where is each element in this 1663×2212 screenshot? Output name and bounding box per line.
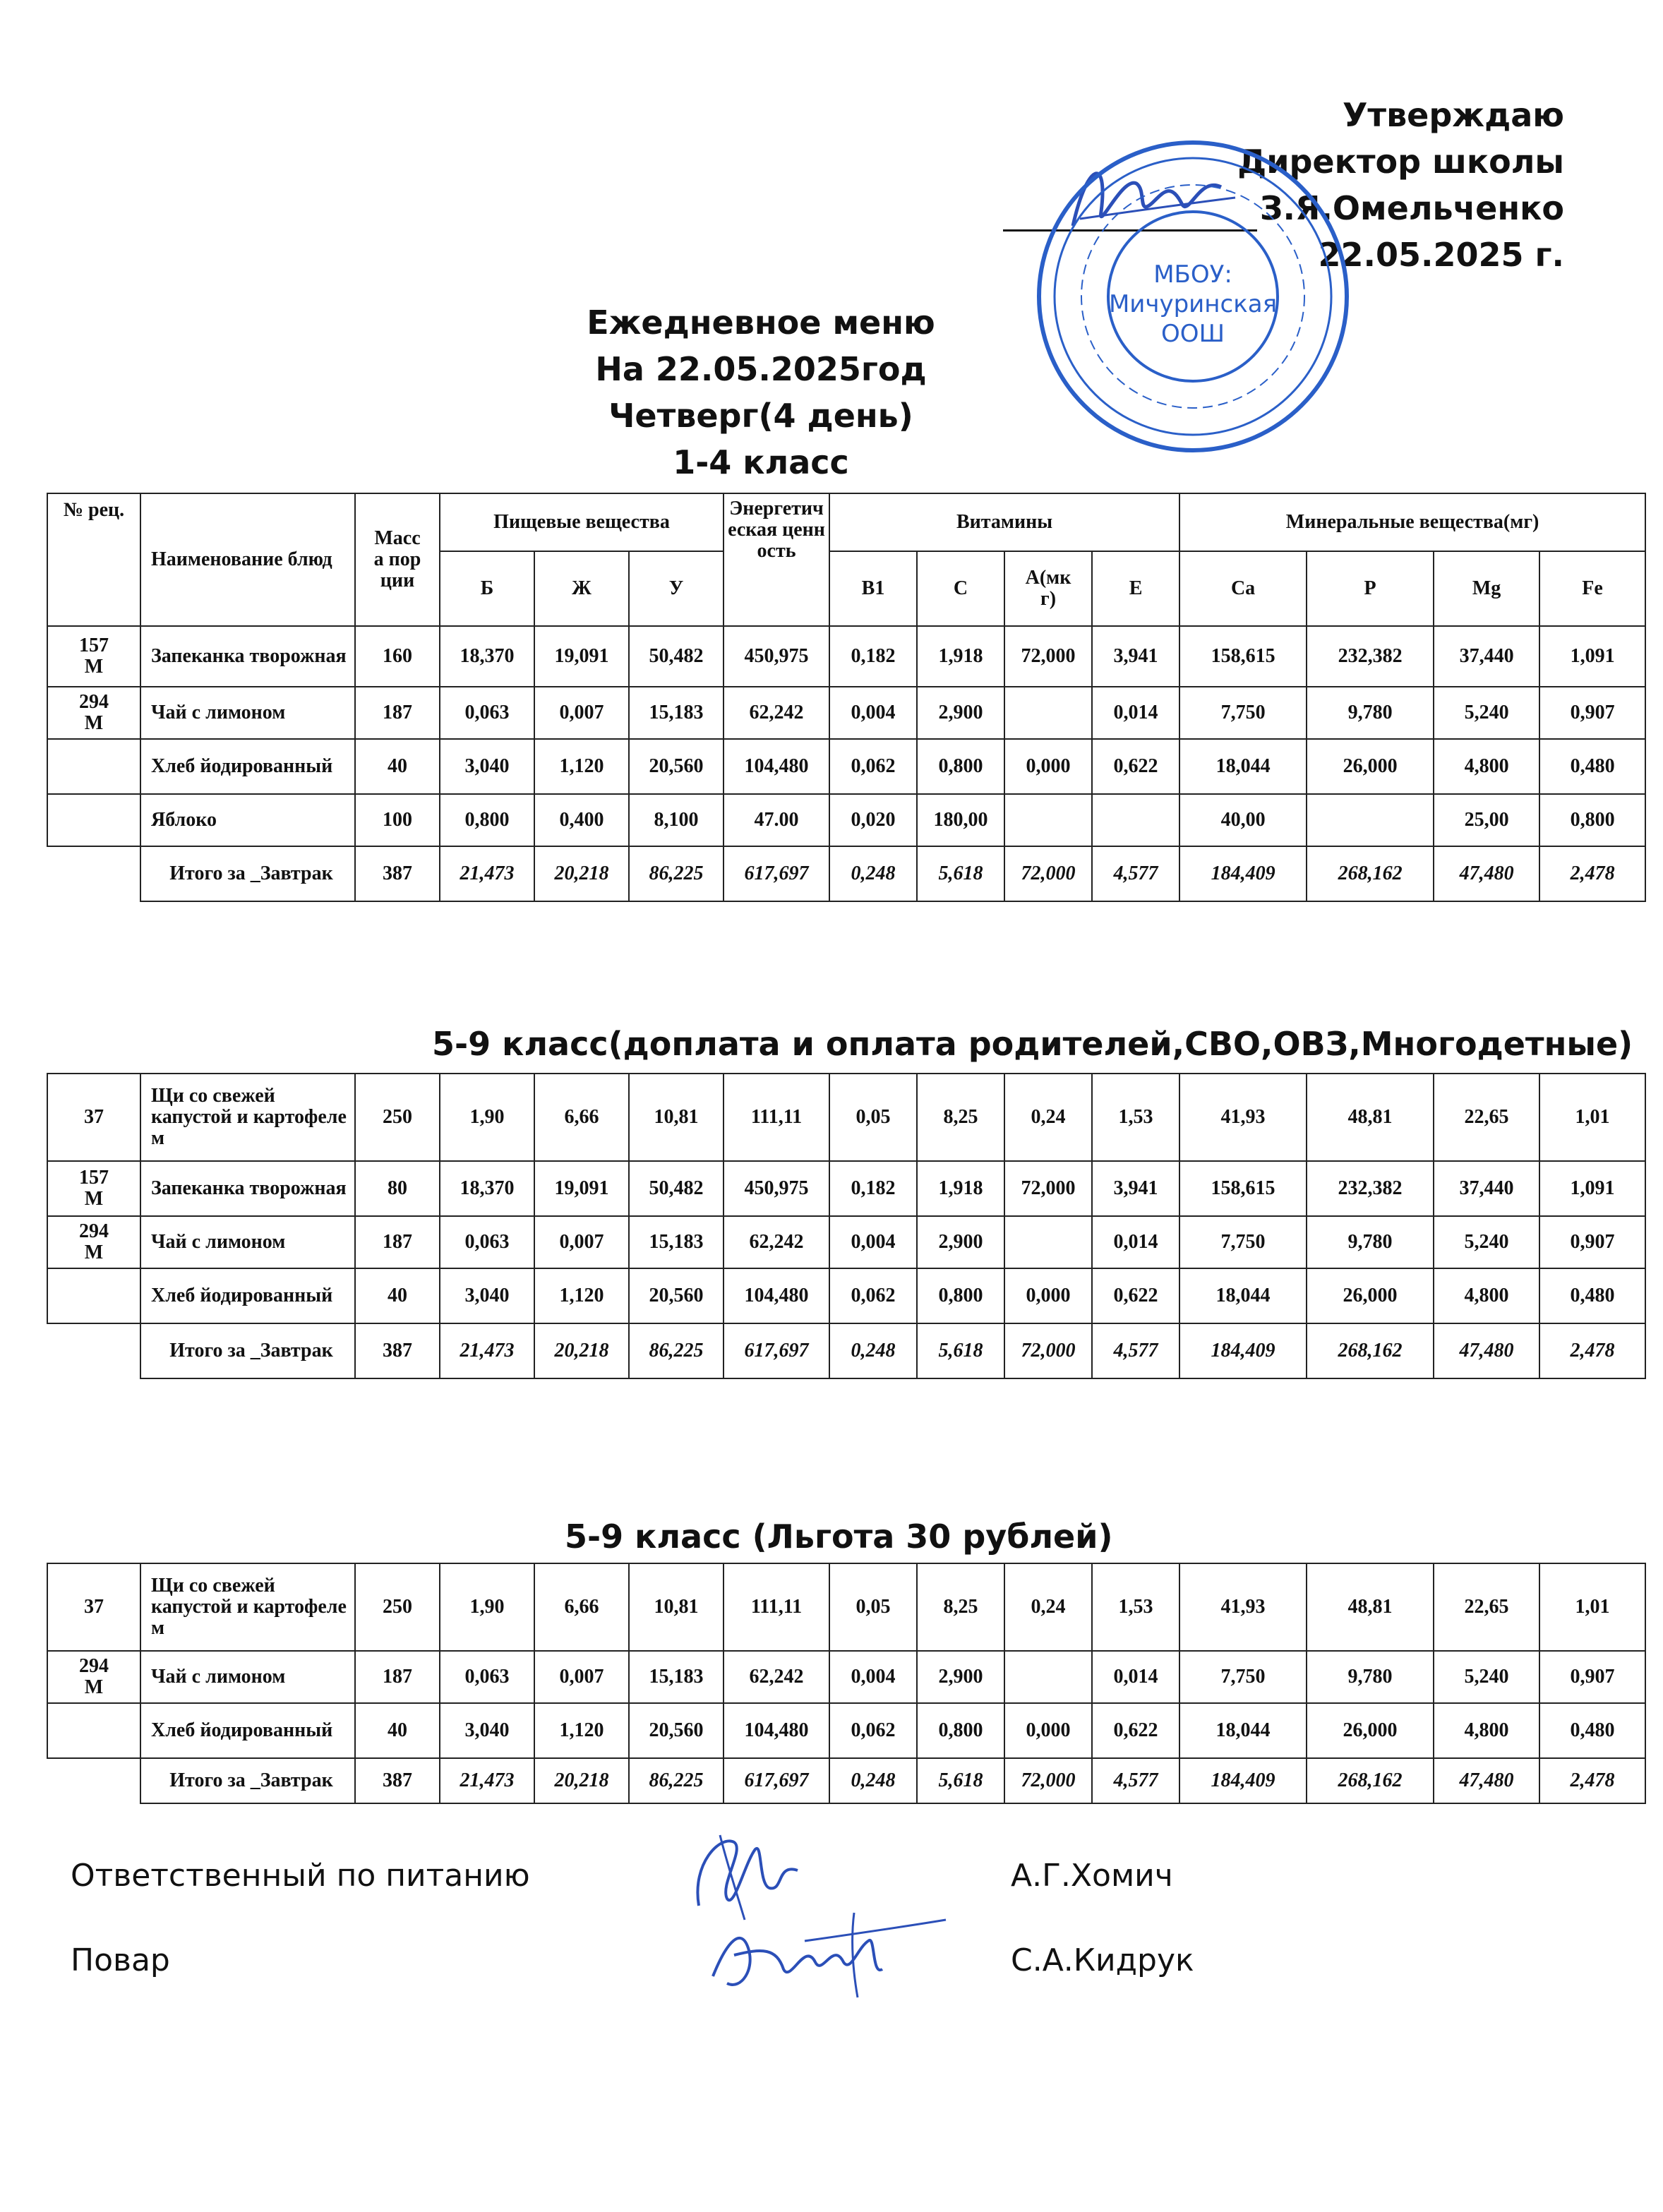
menu-table-5-9-benefit [47,1563,1646,1804]
cell-c: 8,25 [917,1074,1004,1161]
cell-u: 20,560 [629,1268,724,1323]
cell-ca: 158,615 [1179,626,1307,687]
cell-fe: 0,480 [1539,1703,1645,1758]
cell-mass: 250 [355,1563,440,1651]
cell-total-c: 5,618 [917,846,1004,901]
approval-position: Директор школы [1237,143,1564,181]
cell-b: 0,063 [440,1651,534,1703]
cook-signature-icon [699,1899,953,2004]
cell-mass: 187 [355,1216,440,1268]
col-b1: В1 [829,551,917,626]
col-e: Е [1092,551,1179,626]
cell-c: 1,918 [917,626,1004,687]
cell-total-b: 21,473 [440,1323,534,1378]
cell-total-b: 21,473 [440,846,534,901]
cell-fe: 0,907 [1539,1216,1645,1268]
cell-zh: 0,007 [534,1216,629,1268]
menu-class: 1-4 класс [673,443,849,481]
cell-total-fe: 2,478 [1539,1323,1645,1378]
table-total-row [47,1323,1645,1378]
cell-b: 1,90 [440,1563,534,1651]
cell-ca: 7,750 [1179,687,1307,739]
table-total-row [47,1758,1645,1803]
cell-energy: 450,975 [724,1161,829,1216]
table-row [47,1651,1645,1703]
cell-mg: 37,440 [1434,626,1539,687]
cell-a [1004,794,1092,846]
cell-p [1307,794,1434,846]
cell-c: 180,00 [917,794,1004,846]
table-row [47,1563,1645,1651]
cell-total-zh: 20,218 [534,846,629,901]
cell-ca: 7,750 [1179,1651,1307,1703]
cell-blank [47,1758,140,1803]
col-p: P [1307,551,1434,626]
cell-rec: 294 М [47,1651,140,1703]
col-u: У [629,551,724,626]
cell-rec: 37 [47,1563,140,1651]
cell-u: 50,482 [629,626,724,687]
cell-fe: 1,01 [1539,1563,1645,1651]
cell-zh: 1,120 [534,739,629,794]
col-c: С [917,551,1004,626]
cell-c: 2,900 [917,687,1004,739]
cell-zh: 0,007 [534,1651,629,1703]
cell-c: 8,25 [917,1563,1004,1651]
cell-total-label: Итого за _Завтрак [140,1758,355,1803]
cell-ca: 41,93 [1179,1074,1307,1161]
cell-ca: 18,044 [1179,1703,1307,1758]
cell-name: Хлеб йодированный [140,1268,355,1323]
cell-name: Щи со свежей капустой и картофеле м [140,1563,355,1651]
cell-total-mg: 47,480 [1434,846,1539,901]
col-b: Б [440,551,534,626]
menu-title: Ежедневное меню [587,303,935,342]
col-nutrients: Пищевые вещества [440,493,724,551]
cell-mass: 100 [355,794,440,846]
cell-energy: 62,242 [724,1651,829,1703]
cell-fe: 1,01 [1539,1074,1645,1161]
cell-total-energy: 617,697 [724,1758,829,1803]
cell-ca: 41,93 [1179,1563,1307,1651]
cell-name: Чай с лимоном [140,1651,355,1703]
table-total-row [47,846,1645,901]
cell-name: Яблоко [140,794,355,846]
cell-mg: 37,440 [1434,1161,1539,1216]
cell-ca: 18,044 [1179,1268,1307,1323]
cell-u: 20,560 [629,1703,724,1758]
cell-total-energy: 617,697 [724,846,829,901]
cell-rec: 37 [47,1074,140,1161]
cell-energy: 62,242 [724,1216,829,1268]
cell-rec [47,1703,140,1758]
col-a: А(мкг) [1004,551,1092,626]
cell-zh: 6,66 [534,1563,629,1651]
cell-fe: 1,091 [1539,1161,1645,1216]
table-row [47,1703,1645,1758]
cell-ca: 158,615 [1179,1161,1307,1216]
col-ca: Ca [1179,551,1307,626]
cell-p: 48,81 [1307,1074,1434,1161]
cell-name: Запеканка творожная [140,626,355,687]
cell-fe: 0,480 [1539,1268,1645,1323]
cell-rec: 157 М [47,1161,140,1216]
cell-c: 2,900 [917,1216,1004,1268]
col-minerals: Минеральные вещества(мг) [1179,493,1645,551]
cell-name: Хлеб йодированный [140,1703,355,1758]
cell-mass: 40 [355,1703,440,1758]
cell-e: 0,622 [1092,1703,1179,1758]
cell-b1: 0,062 [829,1703,917,1758]
cell-c: 2,900 [917,1651,1004,1703]
cell-e: 0,014 [1092,687,1179,739]
cell-total-ca: 184,409 [1179,1323,1307,1378]
cell-total-mg: 47,480 [1434,1323,1539,1378]
cell-c: 0,800 [917,1268,1004,1323]
cell-a: 0,000 [1004,1703,1092,1758]
cell-name: Хлеб йодированный [140,739,355,794]
table-row [47,1161,1645,1216]
cell-e: 3,941 [1092,1161,1179,1216]
cell-c: 1,918 [917,1161,1004,1216]
cell-energy: 47.00 [724,794,829,846]
cell-total-fe: 2,478 [1539,846,1645,901]
cell-total-ca: 184,409 [1179,1758,1307,1803]
cell-name: Чай с лимоном [140,1216,355,1268]
cell-total-zh: 20,218 [534,1323,629,1378]
stamp-text-1: МБОУ: [1153,260,1232,289]
cell-total-c: 5,618 [917,1323,1004,1378]
col-mass: Масса порции [355,493,440,626]
cell-u: 8,100 [629,794,724,846]
approval-title: Утверждаю [1342,96,1564,134]
cell-total-b1: 0,248 [829,846,917,901]
cell-energy: 111,11 [724,1563,829,1651]
cell-zh: 6,66 [534,1074,629,1161]
cell-p: 9,780 [1307,1651,1434,1703]
col-vitamins: Витамины [829,493,1179,551]
table-row [47,1216,1645,1268]
cell-energy: 111,11 [724,1074,829,1161]
cell-total-e: 4,577 [1092,1323,1179,1378]
cell-mg: 4,800 [1434,739,1539,794]
cell-total-b1: 0,248 [829,1323,917,1378]
col-name: Наименование блюд [140,493,355,626]
cell-blank [47,1323,140,1378]
approval-date: 22.05.2025 г. [1318,236,1564,274]
cell-total-p: 268,162 [1307,1758,1434,1803]
cell-b1: 0,05 [829,1074,917,1161]
cell-total-fe: 2,478 [1539,1758,1645,1803]
cell-mass: 250 [355,1074,440,1161]
cell-total-c: 5,618 [917,1758,1004,1803]
cell-p: 232,382 [1307,626,1434,687]
cell-b1: 0,062 [829,739,917,794]
cell-mg: 4,800 [1434,1268,1539,1323]
cell-total-mass: 387 [355,1323,440,1378]
cell-b1: 0,062 [829,1268,917,1323]
cell-u: 10,81 [629,1074,724,1161]
cell-a: 0,24 [1004,1563,1092,1651]
cell-mass: 160 [355,626,440,687]
cell-b: 0,063 [440,687,534,739]
cell-c: 0,800 [917,1703,1004,1758]
cell-energy: 450,975 [724,626,829,687]
cell-total-e: 4,577 [1092,1758,1179,1803]
cell-b: 18,370 [440,626,534,687]
table-row [47,739,1645,794]
cell-p: 48,81 [1307,1563,1434,1651]
cell-energy: 62,242 [724,687,829,739]
cell-e: 0,014 [1092,1216,1179,1268]
cell-b: 18,370 [440,1161,534,1216]
cell-mg: 22,65 [1434,1563,1539,1651]
cell-b1: 0,004 [829,687,917,739]
cell-energy: 104,480 [724,1703,829,1758]
cell-total-label: Итого за _Завтрак [140,1323,355,1378]
cell-a: 0,000 [1004,1268,1092,1323]
cell-a [1004,1651,1092,1703]
cell-name: Щи со свежей капустой и картофеле м [140,1074,355,1161]
footer-role-2: Повар [71,1942,170,1978]
cell-zh: 1,120 [534,1703,629,1758]
section-title-5-9-paid: 5-9 класс(доплата и оплата родителей,СВО,ОВЗ,Многодетные) [432,1025,1633,1063]
approval-director-name: З.Я.Омельченко [1259,189,1564,227]
cell-u: 15,183 [629,1216,724,1268]
cell-blank [47,846,140,901]
cell-mass: 40 [355,739,440,794]
col-fe: Fe [1539,551,1645,626]
cell-e: 0,014 [1092,1651,1179,1703]
cell-total-a: 72,000 [1004,1323,1092,1378]
cell-b1: 0,05 [829,1563,917,1651]
cell-e: 0,622 [1092,1268,1179,1323]
cell-total-mg: 47,480 [1434,1758,1539,1803]
cell-a: 72,000 [1004,1161,1092,1216]
cell-fe: 1,091 [1539,626,1645,687]
col-energy: Энергетическая ценность [724,493,829,626]
cell-a: 0,000 [1004,739,1092,794]
cell-mass: 80 [355,1161,440,1216]
cell-b: 1,90 [440,1074,534,1161]
cell-b: 0,063 [440,1216,534,1268]
table-row [47,794,1645,846]
cell-b1: 0,004 [829,1216,917,1268]
cell-fe: 0,907 [1539,1651,1645,1703]
cell-total-p: 268,162 [1307,1323,1434,1378]
cell-rec: 294 М [47,1216,140,1268]
table-row [47,687,1645,739]
cell-rec [47,1268,140,1323]
col-rec: № рец. [47,493,140,626]
cell-mass: 187 [355,1651,440,1703]
footer-role-1: Ответственный по питанию [71,1858,530,1894]
table-header-row [47,493,1645,551]
cell-total-energy: 617,697 [724,1323,829,1378]
cell-b1: 0,020 [829,794,917,846]
cell-p: 26,000 [1307,1268,1434,1323]
cell-mg: 5,240 [1434,687,1539,739]
cell-e: 0,622 [1092,739,1179,794]
cell-p: 26,000 [1307,739,1434,794]
cell-total-mass: 387 [355,1758,440,1803]
cell-total-a: 72,000 [1004,1758,1092,1803]
col-zh: Ж [534,551,629,626]
cell-b: 3,040 [440,1268,534,1323]
menu-date: На 22.05.2025год [595,350,927,388]
cell-energy: 104,480 [724,739,829,794]
cell-u: 10,81 [629,1563,724,1651]
cell-mass: 40 [355,1268,440,1323]
cell-total-mass: 387 [355,846,440,901]
menu-table-1-4 [47,493,1646,902]
cell-mg: 5,240 [1434,1216,1539,1268]
cell-zh: 19,091 [534,626,629,687]
cell-mass: 187 [355,687,440,739]
stamp-text-2: Мичуринская [1108,290,1278,318]
cell-energy: 104,480 [724,1268,829,1323]
cell-e [1092,794,1179,846]
cell-ca: 7,750 [1179,1216,1307,1268]
cell-p: 26,000 [1307,1703,1434,1758]
footer-person-2: С.А.Кидрук [1011,1942,1194,1978]
cell-zh: 1,120 [534,1268,629,1323]
cell-total-ca: 184,409 [1179,846,1307,901]
section-title-5-9-benefit: 5-9 класс (Льгота 30 рублей) [565,1517,1113,1556]
cell-fe: 0,907 [1539,687,1645,739]
cell-rec: 157 М [47,626,140,687]
cell-p: 9,780 [1307,687,1434,739]
cell-fe: 0,480 [1539,739,1645,794]
cell-total-label: Итого за _Завтрак [140,846,355,901]
table-row [47,1074,1645,1161]
footer-person-1: А.Г.Хомич [1011,1858,1173,1894]
cell-total-e: 4,577 [1092,846,1179,901]
cell-ca: 18,044 [1179,739,1307,794]
cell-rec [47,794,140,846]
cell-p: 9,780 [1307,1216,1434,1268]
cell-b1: 0,182 [829,626,917,687]
cell-total-b1: 0,248 [829,1758,917,1803]
cell-a [1004,687,1092,739]
cell-b1: 0,004 [829,1651,917,1703]
cell-a: 0,24 [1004,1074,1092,1161]
cell-ca: 40,00 [1179,794,1307,846]
cell-total-a: 72,000 [1004,846,1092,901]
cell-fe: 0,800 [1539,794,1645,846]
cell-e: 3,941 [1092,626,1179,687]
cell-b1: 0,182 [829,1161,917,1216]
cell-p: 232,382 [1307,1161,1434,1216]
cell-name: Чай с лимоном [140,687,355,739]
stamp-text-3: ООШ [1161,320,1225,348]
cell-a [1004,1216,1092,1268]
cell-u: 20,560 [629,739,724,794]
cell-e: 1,53 [1092,1074,1179,1161]
cell-u: 15,183 [629,1651,724,1703]
cell-total-u: 86,225 [629,846,724,901]
cell-mg: 5,240 [1434,1651,1539,1703]
menu-day: Четверг(4 день) [608,397,913,435]
table-row [47,626,1645,687]
cell-total-u: 86,225 [629,1758,724,1803]
cell-b: 0,800 [440,794,534,846]
cell-mg: 4,800 [1434,1703,1539,1758]
cell-e: 1,53 [1092,1563,1179,1651]
cell-mg: 25,00 [1434,794,1539,846]
cell-b: 3,040 [440,1703,534,1758]
cell-u: 50,482 [629,1161,724,1216]
cell-name: Запеканка творожная [140,1161,355,1216]
table-row [47,1268,1645,1323]
cell-a: 72,000 [1004,626,1092,687]
menu-title-block [0,299,1663,486]
menu-table-5-9-paid [47,1073,1646,1379]
cell-total-zh: 20,218 [534,1758,629,1803]
cell-total-u: 86,225 [629,1323,724,1378]
col-mg: Mg [1434,551,1539,626]
cell-c: 0,800 [917,739,1004,794]
cell-rec: 294 М [47,687,140,739]
cell-b: 3,040 [440,739,534,794]
cell-mg: 22,65 [1434,1074,1539,1161]
cell-zh: 0,400 [534,794,629,846]
cell-total-p: 268,162 [1307,846,1434,901]
cell-total-b: 21,473 [440,1758,534,1803]
cell-u: 15,183 [629,687,724,739]
cell-zh: 0,007 [534,687,629,739]
cell-rec [47,739,140,794]
cell-zh: 19,091 [534,1161,629,1216]
